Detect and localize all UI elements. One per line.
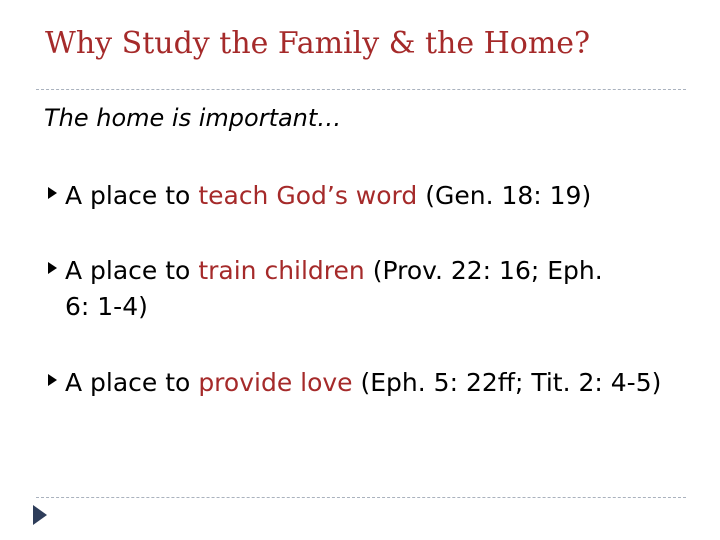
top-divider <box>36 89 686 90</box>
bullet-prefix: A place to <box>65 368 199 397</box>
bullet-text <box>65 178 698 214</box>
bullet-text <box>65 365 698 401</box>
bullet-item <box>48 365 698 401</box>
bullet-item <box>48 253 698 325</box>
bullet-reference: (Gen. 18: 19) <box>417 181 592 210</box>
bullet-highlight: teach God’s word <box>198 181 418 210</box>
bullet-prefix: A place to <box>65 256 199 285</box>
nav-next-icon[interactable] <box>33 505 47 525</box>
bullet-item <box>48 178 698 214</box>
bullet-highlight: provide love <box>198 368 353 397</box>
slide-title: Why Study the Family & the Home? <box>45 26 591 61</box>
bullet-reference: (Prov. 22: 16; Eph. 6: 1-4) <box>65 256 603 321</box>
bullet-reference: (Eph. 5: 22ff; Tit. 2: 4-5) <box>352 368 662 397</box>
triangle-bullet-icon <box>48 374 57 386</box>
bullet-prefix: A place to <box>65 181 199 210</box>
triangle-bullet-icon <box>48 187 57 199</box>
bottom-divider <box>36 497 686 498</box>
slide-subtitle: The home is important… <box>44 104 342 132</box>
triangle-bullet-icon <box>48 262 57 274</box>
bullet-highlight: train children <box>198 256 365 285</box>
bullet-text <box>65 253 625 325</box>
